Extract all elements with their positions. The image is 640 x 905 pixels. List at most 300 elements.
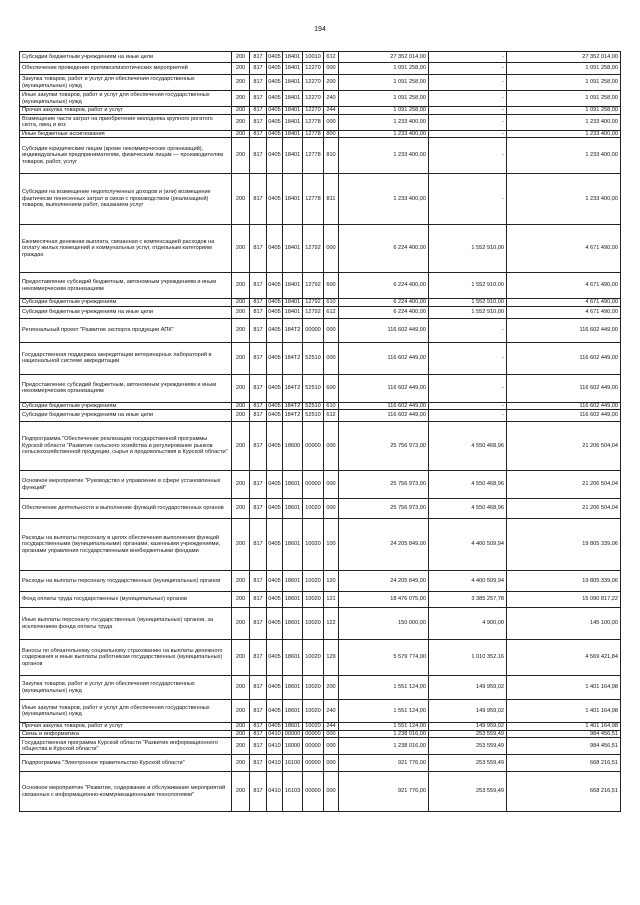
row-admin-code: 200 [232,63,250,75]
row-description: Связь и информатика [20,730,232,738]
row-amount-approved: 1 091 258,00 [339,91,429,107]
row-ministry-code: 817 [250,755,267,772]
row-description: Фонд оплаты труда государственных (муниципальных) органов [20,592,232,608]
row-amount-total: 116 602 449,00 [507,342,621,374]
table-row [20,114,621,130]
row-admin-code: 200 [232,738,250,755]
row-program-code: 18401 [283,225,303,273]
row-program-code: 00000 [283,730,303,738]
row-amount-change: 149 959,02 [429,700,507,723]
row-ministry-code: 817 [250,174,267,225]
row-program-code: 184T2 [283,342,303,374]
row-section-code: 0405 [267,592,283,608]
table-row [20,592,621,608]
row-description: Государственная поддержка аккредитации ветеринарных лабораторий в национальной системе аккредитации [20,342,232,374]
row-direction-code: 12778 [303,174,324,225]
row-direction-code: 00000 [303,755,324,772]
row-amount-total: 1 401 164,98 [507,723,621,731]
row-expense-type: 000 [324,422,339,471]
table-row [20,738,621,755]
table-row [20,138,621,174]
row-amount-approved: 1 091 258,00 [339,107,429,115]
row-amount-change: 4 550 468,96 [429,471,507,499]
row-amount-change: - [429,114,507,130]
row-description: Иные закупки товаров, работ и услуг для обеспечения государственных (муниципальных) нужд [20,700,232,723]
row-amount-approved: 1 091 258,00 [339,63,429,75]
row-program-code: 18401 [283,130,303,138]
row-amount-total: 4 569 421,84 [507,640,621,676]
row-amount-change: 253 559,49 [429,772,507,812]
row-direction-code: 00000 [303,730,324,738]
row-amount-change: 1 552 910,00 [429,273,507,299]
table-row [20,471,621,499]
row-direction-code: 10020 [303,640,324,676]
row-program-code: 184T2 [283,374,303,402]
row-ministry-code: 817 [250,499,267,519]
row-admin-code: 200 [232,318,250,342]
row-expense-type: 000 [324,730,339,738]
row-ministry-code: 817 [250,107,267,115]
page-number: 194 [314,26,326,33]
row-admin-code: 200 [232,342,250,374]
row-amount-total: 1 401 164,98 [507,700,621,723]
row-amount-total: 15 090 817,22 [507,592,621,608]
row-amount-change: 253 559,49 [429,730,507,738]
row-amount-total: 27 352 014,00 [507,52,621,63]
row-amount-approved: 116 602 449,00 [339,402,429,410]
row-ministry-code: 817 [250,306,267,318]
row-program-code: 18401 [283,273,303,299]
row-admin-code: 200 [232,700,250,723]
row-ministry-code: 817 [250,410,267,422]
row-admin-code: 200 [232,471,250,499]
row-amount-change: 1 552 910,00 [429,306,507,318]
row-description: Государственная программа Курской области "Развитие информационного общества в Курской области" [20,738,232,755]
row-program-code: 18601 [283,499,303,519]
row-direction-code: 00000 [303,738,324,755]
table-row [20,374,621,402]
row-amount-change: 4 400 509,94 [429,571,507,592]
row-admin-code: 200 [232,640,250,676]
row-section-code: 0405 [267,422,283,471]
row-amount-approved: 24 205 849,00 [339,571,429,592]
row-amount-change: 1 010 352,16 [429,640,507,676]
row-section-code: 0405 [267,63,283,75]
row-admin-code: 200 [232,730,250,738]
row-expense-type: 200 [324,75,339,91]
row-description: Расходы на выплаты персоналу государственных (муниципальных) органов [20,571,232,592]
row-description: Возмещение части затрат на приобретение молодняка крупного рогатого скота, овец и коз [20,114,232,130]
table-row [20,730,621,738]
budget-table [19,51,621,812]
row-direction-code: 10020 [303,571,324,592]
row-direction-code: 12778 [303,138,324,174]
row-admin-code: 200 [232,676,250,700]
row-direction-code: 10020 [303,608,324,640]
row-program-code: 18601 [283,592,303,608]
row-direction-code: 12792 [303,306,324,318]
row-amount-approved: 116 602 449,00 [339,342,429,374]
row-section-code: 0410 [268,730,281,737]
row-description: Предоставление субсидий бюджетным, автономным учреждениям и иным некоммерческим организациям [20,273,232,299]
row-direction-code: 12792 [303,273,324,299]
table-row [20,342,621,374]
row-section-code: 0405 [267,114,283,130]
row-amount-approved: 18 476 075,00 [339,592,429,608]
row-expense-type: 000 [324,471,339,499]
row-admin-code: 200 [232,174,250,225]
row-amount-approved: 6 224 400,00 [339,299,429,307]
row-amount-approved: 116 602 449,00 [339,410,429,422]
row-amount-approved: 25 756 973,00 [339,499,429,519]
row-ministry-code: 817 [250,422,267,471]
row-amount-change: 4 400 509,94 [429,519,507,571]
row-expense-type: 610 [324,299,339,307]
row-section-code: 0410 [267,738,283,755]
row-expense-type: 129 [324,640,339,676]
row-program-code: 18601 [283,723,303,731]
row-amount-change: 253 559,49 [429,755,507,772]
table-row [20,107,621,115]
row-amount-approved: 24 205 849,00 [339,519,429,571]
row-expense-type: 000 [324,225,339,273]
row-amount-change: 253 559,49 [429,738,507,755]
row-expense-type: 244 [324,107,339,115]
row-admin-code: 200 [232,52,250,63]
row-amount-approved: 1 233 400,00 [339,130,429,138]
row-ministry-code: 817 [250,571,267,592]
row-expense-type: 000 [324,114,339,130]
row-amount-total: 1 233 400,00 [507,114,621,130]
row-description: Подпрограмма "Обеспечение реализации государственной программы Курской области "Развитие сельского хозяйства и регулирование рынков сельскохозяйственной продукции, сырья и продовольствия в Курской области" [20,422,232,471]
row-amount-total: 21 206 504,04 [507,499,621,519]
row-admin-code: 200 [232,571,250,592]
row-program-code: 18601 [283,676,303,700]
table-row [20,225,621,273]
row-program-code: 18601 [283,519,303,571]
row-ministry-code: 817 [250,273,267,299]
row-program-code: 18601 [283,471,303,499]
row-description: Взносы по обязательному социальному страхованию на выплаты денежного содержания и иные выплаты работникам государственных (муниципальных) органов [20,640,232,676]
row-amount-total: 145 100,00 [507,608,621,640]
row-program-code: 184T2 [283,410,303,422]
row-amount-change: 4 550 468,96 [429,422,507,471]
row-admin-code: 200 [232,723,250,731]
row-amount-approved: 921 776,00 [339,755,429,772]
row-ministry-code: 817 [250,374,267,402]
row-amount-approved: 1 551 124,00 [339,723,429,731]
row-program-code: 18401 [283,174,303,225]
row-amount-total: 1 233 400,00 [507,138,621,174]
table-row [20,772,621,812]
row-section-code: 0405 [267,306,283,318]
row-program-code: 18401 [283,299,303,307]
row-amount-approved: 1 551 124,00 [339,700,429,723]
row-expense-type: 122 [324,608,339,640]
row-direction-code: 00000 [303,318,324,342]
row-section-code: 0405 [267,608,283,640]
row-program-code: 184T2 [283,402,303,410]
row-amount-change: - [429,374,507,402]
row-description: Ежемесячная денежная выплата, связанная с компенсацией расходов на оплату жилых помещений и коммунальных услуг, отдельным категориям граждан [20,225,232,273]
row-description: Предоставление субсидий бюджетным, автономным учреждениям и иным некоммерческим организациям [20,374,232,402]
row-ministry-code: 817 [250,299,267,307]
row-program-code: 16000 [283,738,303,755]
row-ministry-code: 817 [250,52,267,63]
row-amount-approved: 1 233 400,00 [339,114,429,130]
row-amount-approved: 921 776,00 [339,772,429,812]
row-description: Субсидии на возмещение недополученных доходов и (или) возмещение фактически понесенных затрат в связи с производством (реализацией) товаров, выполнением работ, оказанием услуг [20,174,232,225]
row-program-code: 16100 [283,755,303,772]
row-direction-code: 10020 [303,499,324,519]
row-amount-change: - [429,52,507,63]
row-description: Прочая закупка товаров, работ и услуг [20,107,232,115]
row-direction-code: 12270 [303,75,324,91]
row-direction-code: 12792 [303,225,324,273]
row-admin-code: 200 [232,306,250,318]
row-section-code: 0405 [267,225,283,273]
row-amount-change: - [429,91,507,107]
row-expense-type: 800 [324,130,339,138]
row-amount-change: - [429,138,507,174]
row-ministry-code: 817 [250,640,267,676]
row-amount-total: 1 401 164,98 [507,676,621,700]
row-expense-type: 600 [324,273,339,299]
row-description: Обеспечение проведения противоэпизоотических мероприятий [20,63,232,75]
row-admin-code: 200 [232,402,250,410]
row-description: Региональный проект "Развитие экспорта продукции АПК" [20,318,232,342]
row-expense-type: 240 [324,91,339,107]
row-expense-type: 612 [324,52,339,63]
row-direction-code: 00000 [303,772,324,812]
row-admin-code: 200 [232,138,250,174]
row-amount-approved: 150 000,00 [339,608,429,640]
row-amount-change: - [429,75,507,91]
row-amount-total: 1 091 258,00 [507,91,621,107]
table-row [20,174,621,225]
row-program-code: 18401 [283,306,303,318]
row-ministry-code: 817 [250,608,267,640]
row-section-code: 0405 [267,640,283,676]
row-direction-code: 12792 [303,299,324,307]
row-admin-code: 200 [232,772,250,812]
row-description: Закупка товаров, работ и услуг для обеспечения государственных (муниципальных) нужд [20,676,232,700]
row-admin-code: 200 [232,755,250,772]
row-admin-code: 200 [232,519,250,571]
table-row [20,63,621,75]
row-description: Субсидии бюджетным учреждениям на иные цели [20,52,232,63]
row-direction-code: 10020 [303,519,324,571]
row-amount-change: 1 552 910,00 [429,299,507,307]
row-section-code: 0405 [267,273,283,299]
row-program-code: 18401 [283,63,303,75]
row-program-code: 18401 [283,91,303,107]
row-amount-total: 19 805 339,06 [507,519,621,571]
row-ministry-code: 817 [250,738,267,755]
row-ministry-code: 817 [250,225,267,273]
row-direction-code: 52510 [303,402,324,410]
row-amount-approved: 6 224 400,00 [339,273,429,299]
row-amount-total: 21 206 504,04 [507,422,621,471]
row-admin-code: 200 [232,374,250,402]
row-direction-code: 10020 [303,592,324,608]
row-ministry-code: 817 [250,723,267,731]
row-section-code: 0405 [268,130,281,137]
row-amount-approved: 116 602 449,00 [339,374,429,402]
row-section-code: 0405 [268,402,281,409]
row-description: Иные выплаты персоналу государственных (муниципальных) органов, за исключением фонда оплаты труда [20,608,232,640]
row-amount-change: - [429,410,507,422]
row-amount-approved: 25 756 973,00 [339,422,429,471]
row-admin-code: 200 [232,114,250,130]
row-section-code: 0405 [268,107,281,113]
row-amount-change: 3 385 257,78 [429,592,507,608]
row-direction-code: 00000 [303,422,324,471]
row-description: Иные бюджетные ассигнования [20,130,232,138]
row-program-code: 18401 [283,107,303,115]
row-direction-code: 00000 [303,471,324,499]
row-ministry-code: 817 [250,342,267,374]
row-expense-type: 240 [324,700,339,723]
row-direction-code: 10010 [303,52,324,63]
row-amount-total: 1 233 400,00 [507,130,621,138]
row-amount-total: 116 602 449,00 [507,402,621,410]
row-expense-type: 610 [324,402,339,410]
row-direction-code: 12778 [303,114,324,130]
row-program-code: 18401 [283,52,303,63]
table-row [20,52,621,63]
table-row [20,723,621,731]
row-section-code: 0405 [267,342,283,374]
row-direction-code: 12270 [303,91,324,107]
row-program-code: 184T2 [283,318,303,342]
row-amount-approved: 5 579 774,00 [339,640,429,676]
row-expense-type: 000 [324,755,339,772]
table-row [20,640,621,676]
row-amount-approved: 1 233 400,00 [339,174,429,225]
row-amount-approved: 25 756 973,00 [339,471,429,499]
row-description: Субсидии бюджетным учреждениям на иные цели [20,306,232,318]
row-amount-total: 668 216,51 [507,755,621,772]
row-section-code: 0405 [267,676,283,700]
row-amount-total: 116 602 449,00 [507,374,621,402]
row-expense-type: 000 [324,772,339,812]
row-section-code: 0405 [267,374,283,402]
row-ministry-code: 817 [250,402,267,410]
row-ministry-code: 817 [250,75,267,91]
row-section-code: 0405 [267,471,283,499]
row-section-code: 0405 [267,75,283,91]
row-amount-total: 1 091 258,00 [507,75,621,91]
row-description: Субсидии бюджетным учреждениям [20,299,232,307]
row-ministry-code: 817 [250,772,267,812]
row-amount-approved: 1 238 016,00 [339,730,429,738]
row-amount-approved: 1 238 016,00 [339,738,429,755]
row-direction-code: 12270 [303,63,324,75]
row-ministry-code: 817 [250,730,267,738]
row-section-code: 0405 [267,499,283,519]
row-amount-approved: 1 091 258,00 [339,75,429,91]
row-description: Расходы на выплаты персоналу в целях обеспечения выполнения функций государственными (муниципальными) органами, казенными учреждениями, органами управления государственными внебюджетными фондами [20,519,232,571]
row-direction-code: 52510 [303,342,324,374]
row-amount-total: 116 602 449,00 [507,410,621,422]
row-ministry-code: 817 [250,519,267,571]
row-program-code: 18600 [283,422,303,471]
table-row [20,402,621,410]
row-amount-change: - [429,130,507,138]
row-direction-code: 10020 [303,676,324,700]
table-row [20,75,621,91]
row-direction-code: 10020 [303,723,324,731]
row-section-code: 0405 [267,571,283,592]
row-amount-total: 4 671 490,00 [507,306,621,318]
row-program-code: 16103 [283,772,303,812]
row-admin-code: 200 [232,299,250,307]
table-row [20,571,621,592]
table-row [20,130,621,138]
row-description: Обеспечение деятельности и выполнение функций государственных органов [20,499,232,519]
row-admin-code: 200 [232,225,250,273]
row-section-code: 0405 [267,700,283,723]
row-program-code: 18601 [283,700,303,723]
row-description: Субсидии бюджетным учреждениям на иные цели [20,410,232,422]
table-row [20,676,621,700]
row-amount-change: 149 959,02 [429,676,507,700]
row-direction-code: 52510 [303,374,324,402]
row-direction-code: 12778 [303,130,324,138]
row-amount-total: 4 671 490,00 [507,225,621,273]
row-admin-code: 200 [232,499,250,519]
row-amount-change: 4 900,00 [429,608,507,640]
row-expense-type: 120 [324,571,339,592]
row-expense-type: 200 [324,676,339,700]
row-admin-code: 200 [232,592,250,608]
row-description: Основное мероприятие "Развитие, содержание и обслуживание мероприятий связанных с информационно-коммуникационными технологиями" [20,772,232,812]
row-description: Закупка товаров, работ и услуг для обеспечения государственных (муниципальных) нужд [20,75,232,91]
row-expense-type: 244 [324,723,339,731]
row-amount-change: - [429,402,507,410]
table-row [20,299,621,307]
row-section-code: 0405 [268,299,281,305]
table-row [20,410,621,422]
row-section-code: 0405 [268,723,281,729]
table-row [20,755,621,772]
row-amount-change: 1 552 910,00 [429,225,507,273]
row-amount-change: - [429,342,507,374]
row-description: Прочая закупка товаров, работ и услуг [20,723,232,731]
row-expense-type: 000 [324,318,339,342]
row-amount-total: 4 671 490,00 [507,273,621,299]
row-expense-type: 612 [324,306,339,318]
row-amount-total: 1 091 258,00 [507,107,621,115]
row-section-code: 0405 [267,519,283,571]
row-expense-type: 000 [324,499,339,519]
row-amount-change: - [429,107,507,115]
row-amount-change: - [429,174,507,225]
row-program-code: 18601 [283,608,303,640]
row-program-code: 18401 [283,138,303,174]
row-program-code: 18401 [283,75,303,91]
row-ministry-code: 817 [250,676,267,700]
row-ministry-code: 817 [250,700,267,723]
row-section-code: 0410 [267,772,283,812]
row-ministry-code: 817 [250,471,267,499]
row-program-code: 18601 [283,640,303,676]
table-row [20,499,621,519]
row-admin-code: 200 [232,273,250,299]
row-expense-type: 000 [324,342,339,374]
table-row [20,700,621,723]
